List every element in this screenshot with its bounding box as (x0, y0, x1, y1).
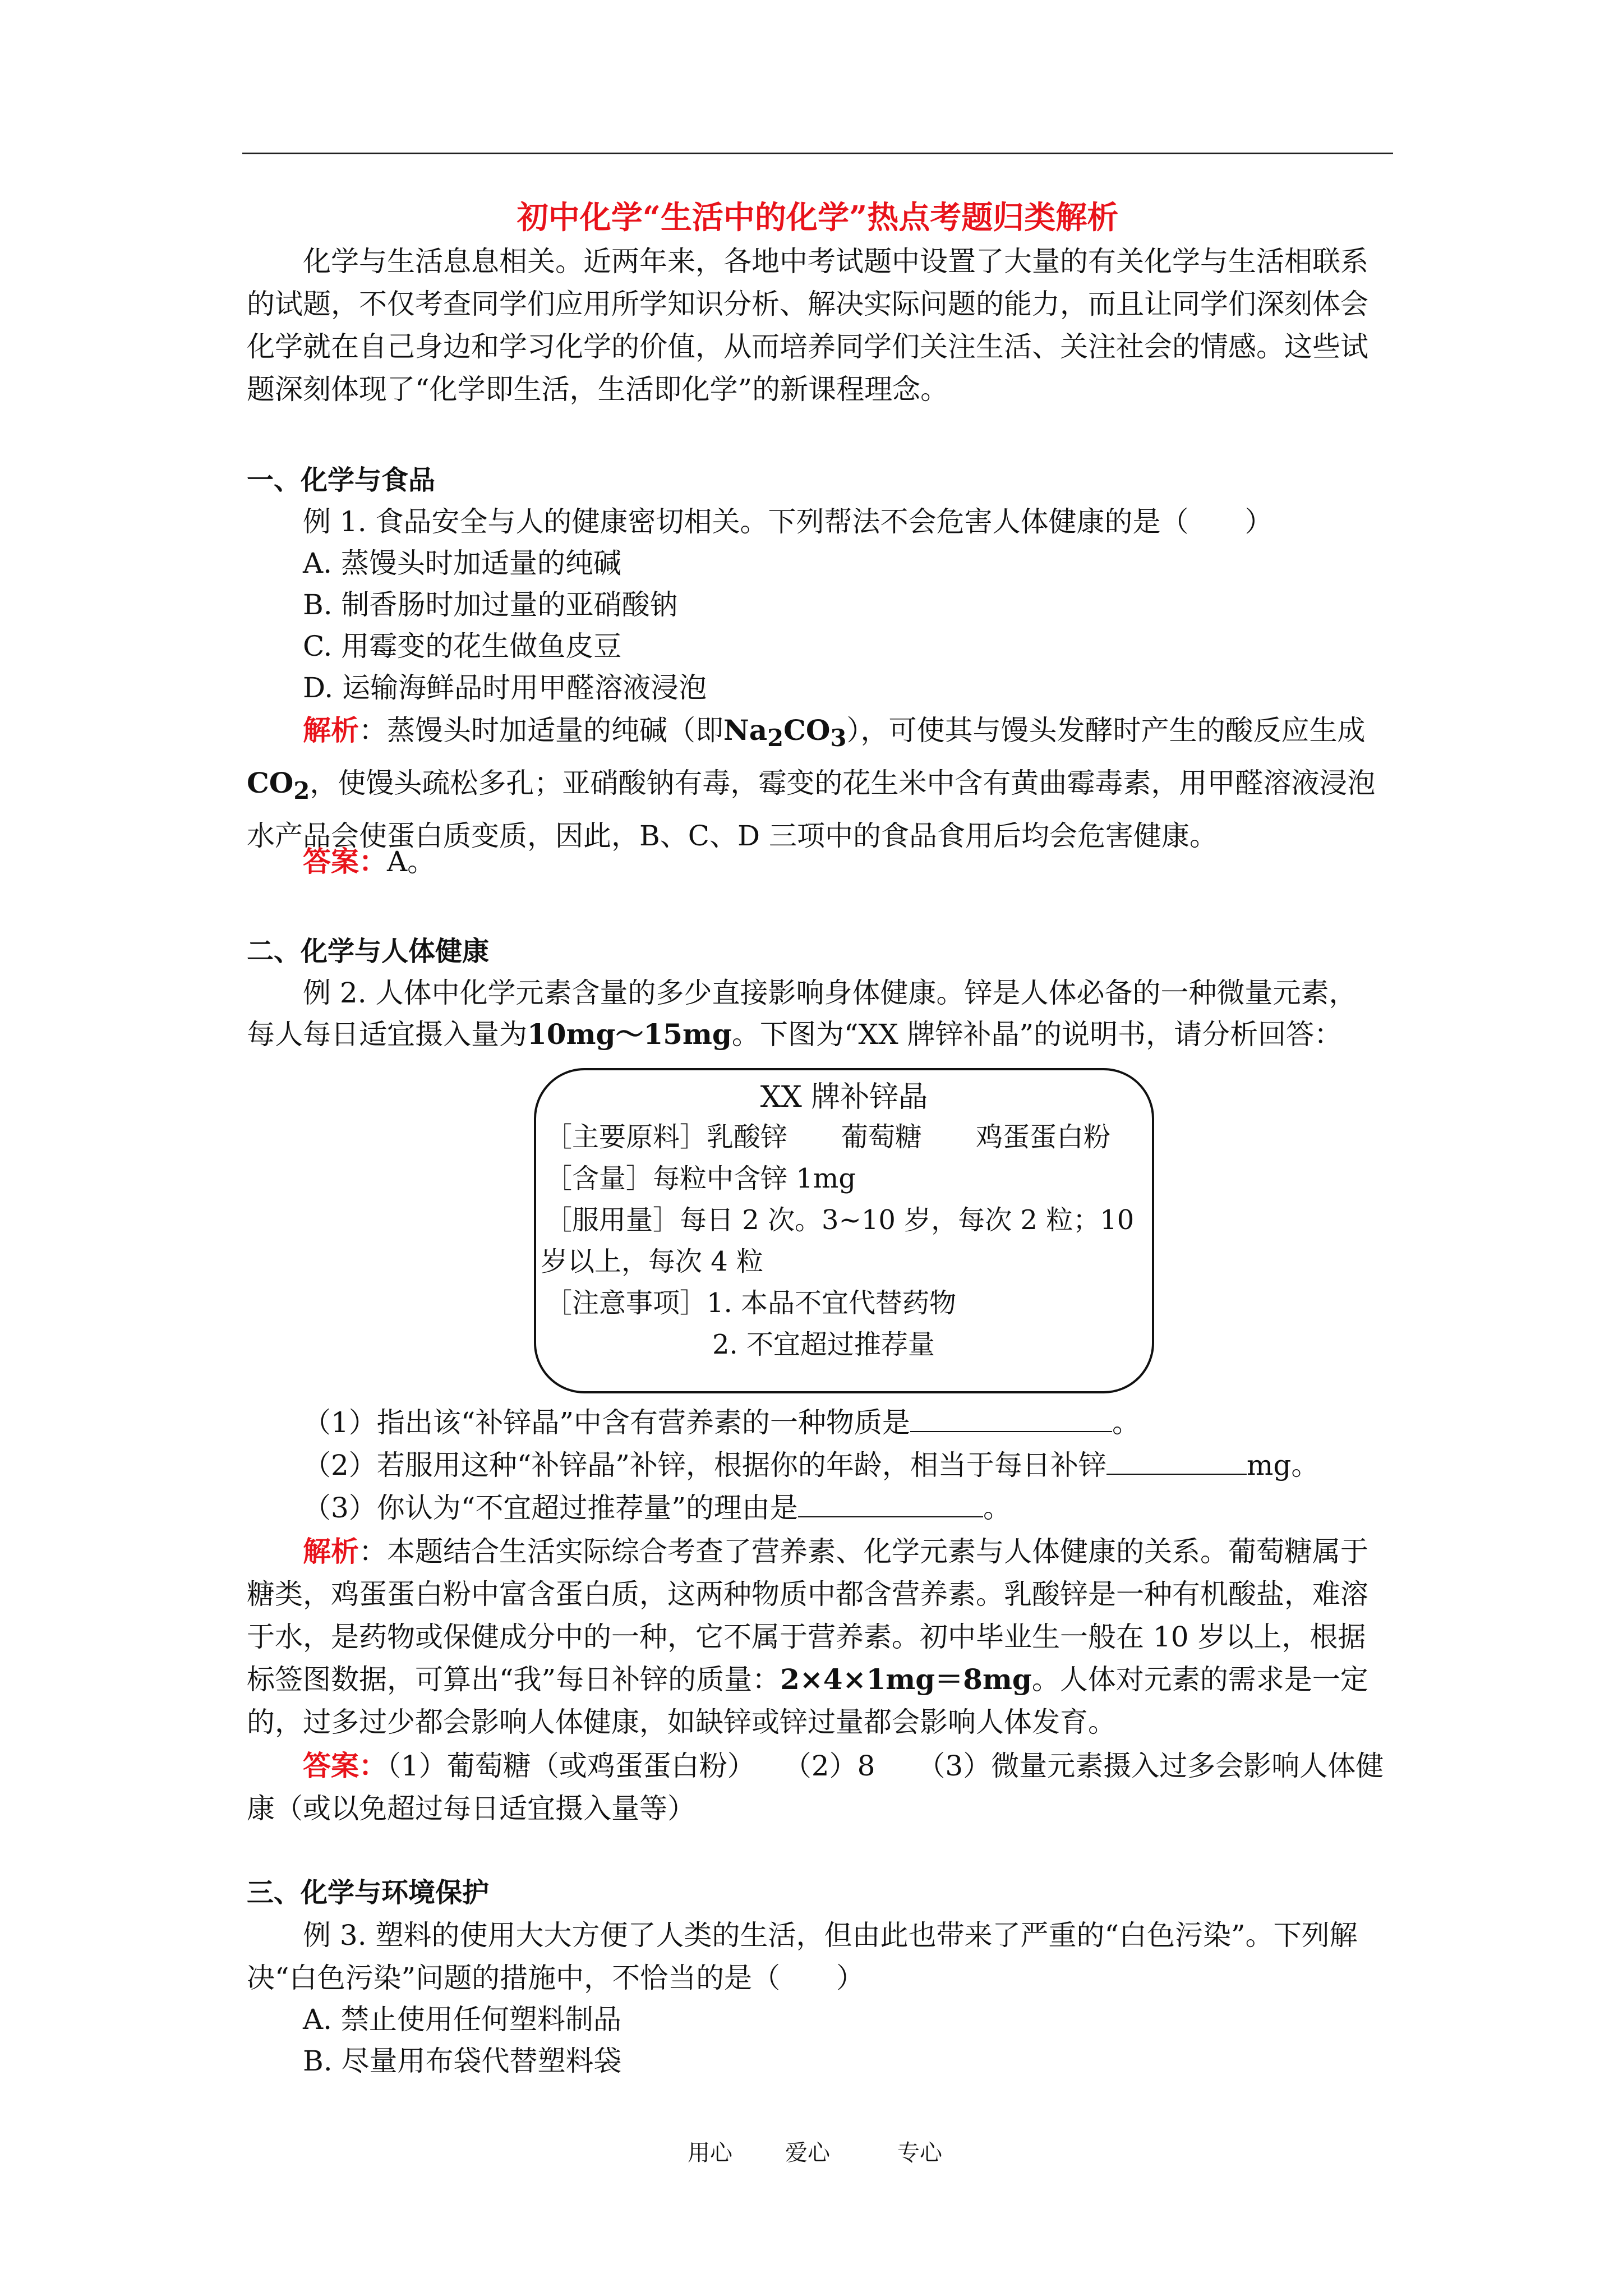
product-notes: ［注意事项］1. 本品不宜代替药物 (545, 1287, 957, 1319)
section-heading-environment: 三、化学与环境保护 (247, 1877, 490, 1908)
formula-co2: $CO_2$ (247, 766, 310, 804)
analysis-label: 解析 (303, 714, 359, 747)
document-title: 初中化学“生活中的化学”热点考题归类解析 (517, 199, 1119, 236)
option-3b: B. 尽量用布袋代替塑料袋 (303, 2045, 622, 2077)
footer-word-1: 用心 (688, 2140, 732, 2166)
analysis-1: 解析：蒸馒头时加适量的纯碱（即$Na_2CO_3$），可使其与馒头发酵时产生的酸反应生成$CO_2$，使馒头疏松多孔；亚硝酸钠有毒，霉变的花生米中含有黄曲霉毒素，用甲醛溶液浸泡水产品会使蛋白质变质，因此，B、C、D 三项中的食品食用后均会危害健康。 (247, 714, 1376, 852)
option-1d: D. 运输海鲜品时用甲醛溶液浸泡 (303, 671, 707, 704)
product-dosage: ［服用量］每日 2 次。3~10 岁，每次 2 粒；10 (545, 1204, 1135, 1236)
question-2-part2: （2）若服用这种“补锌晶”补锌，根据你的年龄，相当于每日补锌 mg。 (303, 1449, 1320, 1481)
option-1b: B. 制香肠时加过量的亚硝酸钠 (303, 588, 678, 621)
product-notes-2: 2. 不宜超过推荐量 (712, 1329, 935, 1360)
section-heading-food: 一、化学与食品 (247, 464, 436, 496)
answer-blank-1[interactable] (910, 1405, 1112, 1432)
header-rule (242, 153, 1393, 154)
question-3: 例 3. 塑料的使用大大方便了人类的生活，但由此也带来了严重的“白色污染”。下列解决“白色污染”问题的措施中，不恰当的是（ ） (247, 1919, 1358, 1994)
answer-label: 答案： (303, 845, 387, 878)
answer-blank-3[interactable] (798, 1490, 983, 1517)
answer-blank-2[interactable] (1106, 1448, 1247, 1475)
option-1a: A. 蒸馒头时加适量的纯碱 (303, 547, 621, 579)
option-3a: A. 禁止使用任何塑料制品 (303, 2003, 621, 2036)
section-heading-health: 二、化学与人体健康 (247, 936, 490, 967)
question-2-line1: 例 2. 人体中化学元素含量的多少直接影响身体健康。锌是人体必备的一种微量元素， (303, 977, 1357, 1009)
question-2-part1: （1）指出该“补锌晶”中含有营养素的一种物质是 。 (303, 1406, 1140, 1439)
answer-label: 答案： (303, 1750, 387, 1782)
question-2-line2: 每人每日适宜摄入量为10mg～15mg。下图为“XX 牌锌补晶”的说明书，请分析回答： (247, 1018, 1343, 1051)
product-label-title: XX 牌补锌晶 (760, 1080, 928, 1114)
question-1: 例 1. 食品安全与人的健康密切相关。下列帮法不会危害人体健康的是（ ） (303, 505, 1273, 538)
option-1c: C. 用霉变的花生做鱼皮豆 (303, 630, 622, 662)
analysis-2: 解析：本题结合生活实际综合考查了营养素、化学元素与人体健康的关系。葡萄糖属于糖类，鸡蛋蛋白粉中富含蛋白质，这两种物质中都含营养素。乳酸锌是一种有机酸盐，难溶于水，是药物或保健成分中的一种，它不属于营养素。初中毕业生一般在 10 岁以上，根据标签图数据，可算出“我”每日补锌的质量：2×4×1mg＝8mg。人体对元素的需求是一定的，过多过少都会影响人体健康，如缺锌或锌过量都会影响人体发育。 (247, 1535, 1368, 1738)
intro-paragraph: 化学与生活息息相关。近两年来，各地中考试题中设置了大量的有关化学与生活相联系的试题，不仅考查同学们应用所学知识分析、解决实际问题的能力，而且让同学们深刻体会化学就在自己身边和学习化学的价值，从而培养同学们关注生活、关注社会的情感。这些试题深刻体现了“化学即生活，生活即化学”的新课程理念。 (247, 245, 1368, 406)
product-content: ［含量］每粒中含锌 1mg (545, 1163, 856, 1194)
question-2-part3: （3）你认为“不宜超过推荐量”的理由是 。 (303, 1492, 1011, 1524)
product-ingredients: ［主要原料］乳酸锌 葡萄糖 鸡蛋蛋白粉 (545, 1121, 1111, 1153)
answer-2: 答案：（1）葡萄糖（或鸡蛋蛋白粉） （2）8 （3）微量元素摄入过多会影响人体健康（或以免超过每日适宜摄入量等） (247, 1750, 1384, 1825)
footer-word-3: 专心 (897, 2140, 942, 2166)
footer-word-2: 爱心 (785, 2140, 830, 2166)
formula-na2co3: $Na_2CO_3$ (723, 714, 847, 752)
answer-1: 答案：A。 (303, 845, 436, 878)
formula-zinc: 2×4×1mg＝8mg (780, 1663, 1032, 1696)
analysis-label: 解析 (303, 1535, 359, 1568)
product-dosage-cont: 岁以上，每次 4 粒 (541, 1246, 764, 1277)
